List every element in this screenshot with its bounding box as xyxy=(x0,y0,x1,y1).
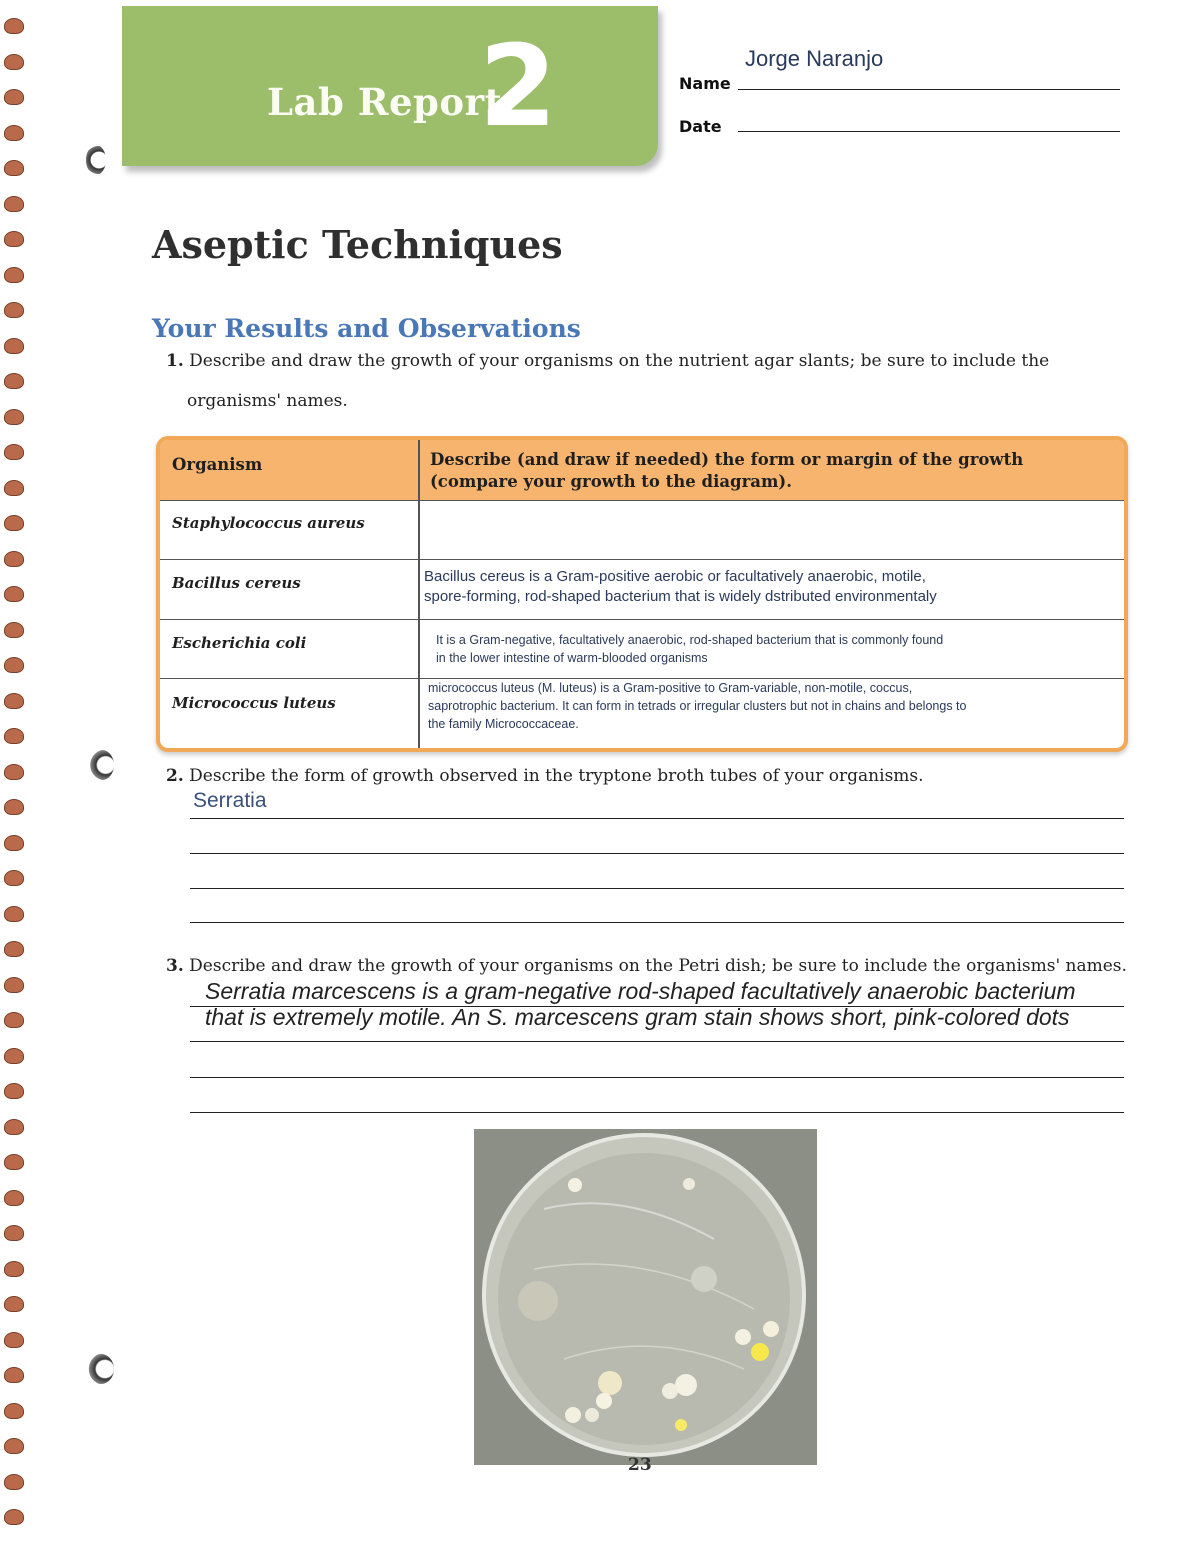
spiral-ring xyxy=(4,373,24,389)
answer-line xyxy=(190,888,1124,889)
spiral-ring xyxy=(4,409,24,425)
spiral-ring xyxy=(4,1261,24,1277)
question-3-answer-line1: Serratia marcescens is a gram-negative rod-shaped facultatively anaerobic bacterium xyxy=(205,978,1076,1004)
answer-line xyxy=(190,818,1124,819)
spiral-ring xyxy=(4,1403,24,1419)
spiral-ring xyxy=(4,941,24,957)
petri-dish-photo xyxy=(474,1129,817,1465)
description-line: saprotrophic bacterium. It can form in tetrads or irregular clusters but not in chains and belongs to xyxy=(428,699,967,713)
table-row-divider xyxy=(160,559,1124,560)
spiral-ring xyxy=(4,1154,24,1170)
binder-hole-top xyxy=(86,145,106,175)
section-title: Your Results and Observations xyxy=(152,314,581,343)
name-value: Jorge Naranjo xyxy=(745,46,884,71)
spiral-ring xyxy=(4,1332,24,1348)
organism-micrococcus-luteus: Micrococcus luteus xyxy=(172,694,336,712)
spiral-ring xyxy=(4,1048,24,1064)
spiral-ring xyxy=(4,444,24,460)
description-escherichia-coli xyxy=(436,631,943,667)
spiral-ring xyxy=(4,338,24,354)
question-3-text: Describe and draw the growth of your organisms on the Petri dish; be sure to include the organisms' names. xyxy=(189,956,1127,976)
spiral-ring xyxy=(4,480,24,496)
spiral-ring xyxy=(4,302,24,318)
spiral-ring xyxy=(4,728,24,744)
spiral-ring xyxy=(4,551,24,567)
spiral-ring xyxy=(4,764,24,780)
description-line: in the lower intestine of warm-blooded organisms xyxy=(436,651,708,665)
description-line: micrococcus luteus (M. luteus) is a Gram-positive to Gram-variable, non-motile, coccus, xyxy=(428,681,913,695)
answer-line xyxy=(190,1006,1124,1007)
table-header-description xyxy=(430,449,1023,493)
spiral-binding xyxy=(0,0,30,1553)
question-1 xyxy=(166,351,1049,371)
spiral-ring xyxy=(4,1438,24,1454)
spiral-ring xyxy=(4,586,24,602)
table-header-organism: Organism xyxy=(172,455,263,474)
question-1-continued: organisms' names. xyxy=(187,391,348,411)
name-label: Name xyxy=(679,74,731,93)
spiral-ring xyxy=(4,870,24,886)
spiral-ring xyxy=(4,160,24,176)
table-header-description-line1: Describe (and draw if needed) the form or margin of the growth xyxy=(430,450,1024,469)
spiral-ring xyxy=(4,89,24,105)
description-micrococcus-luteus xyxy=(428,679,966,733)
spiral-ring xyxy=(4,196,24,212)
binder-hole-bottom xyxy=(88,1354,114,1384)
table-row-divider xyxy=(160,619,1124,620)
spiral-ring xyxy=(4,1119,24,1135)
date-label: Date xyxy=(679,117,722,136)
question-1-number: 1. xyxy=(166,351,184,371)
description-bacillus-cereus xyxy=(424,567,937,607)
page-title: Aseptic Techniques xyxy=(152,222,563,267)
question-1-text: Describe and draw the growth of your organisms on the nutrient agar slants; be sure to include the xyxy=(189,351,1050,371)
question-3 xyxy=(166,956,1127,976)
date-line xyxy=(738,131,1120,132)
binder-hole-middle xyxy=(90,750,114,780)
table-row-divider xyxy=(160,500,1124,501)
description-line: the family Micrococcaceae. xyxy=(428,717,579,731)
spiral-ring xyxy=(4,657,24,673)
spiral-ring xyxy=(4,125,24,141)
spiral-ring xyxy=(4,54,24,70)
spiral-ring xyxy=(4,267,24,283)
question-2-answer: Serratia xyxy=(193,789,267,812)
question-2 xyxy=(166,766,924,786)
spiral-ring xyxy=(4,1225,24,1241)
spiral-ring xyxy=(4,622,24,638)
spiral-ring xyxy=(4,1083,24,1099)
name-line xyxy=(738,89,1120,90)
question-2-text: Describe the form of growth observed in the tryptone broth tubes of your organisms. xyxy=(189,766,924,786)
spiral-ring xyxy=(4,906,24,922)
spiral-ring xyxy=(4,231,24,247)
spiral-ring xyxy=(4,1509,24,1525)
question-3-number: 3. xyxy=(166,956,184,976)
spiral-ring xyxy=(4,1012,24,1028)
organism-escherichia-coli: Escherichia coli xyxy=(172,634,307,652)
organism-bacillus-cereus: Bacillus cereus xyxy=(172,574,301,592)
spiral-ring xyxy=(4,977,24,993)
organism-table xyxy=(156,436,1128,752)
answer-line xyxy=(190,922,1124,923)
banner-number: 2 xyxy=(479,22,557,152)
spiral-ring xyxy=(4,515,24,531)
description-line: Bacillus cereus is a Gram-positive aerobic or facultatively anaerobic, motile, xyxy=(424,568,926,585)
table-header-description-line2: (compare your growth to the diagram). xyxy=(430,472,792,491)
organism-staphylococcus-aureus: Staphylococcus aureus xyxy=(172,514,365,532)
spiral-ring xyxy=(4,1296,24,1312)
answer-line xyxy=(190,853,1124,854)
question-3-answer-line2: that is extremely motile. An S. marcescens gram stain shows short, pink-colored dots xyxy=(205,1004,1070,1030)
spiral-ring xyxy=(4,693,24,709)
spiral-ring xyxy=(4,18,24,34)
spiral-ring xyxy=(4,1367,24,1383)
description-line: spore-forming, rod-shaped bacterium that is widely dstributed environmentaly xyxy=(424,588,937,605)
spiral-ring xyxy=(4,799,24,815)
answer-line xyxy=(190,1041,1124,1042)
description-line: It is a Gram-negative, facultatively anaerobic, rod-shaped bacterium that is commonly found xyxy=(436,633,944,647)
page-number: 23 xyxy=(628,1455,652,1475)
spiral-ring xyxy=(4,1190,24,1206)
table-column-divider xyxy=(418,440,420,748)
spiral-ring xyxy=(4,1474,24,1490)
question-2-number: 2. xyxy=(166,766,184,786)
lab-report-banner xyxy=(122,6,658,166)
answer-line xyxy=(190,1112,1124,1113)
banner-title: Lab Report xyxy=(267,80,503,124)
answer-line xyxy=(190,1077,1124,1078)
spiral-ring xyxy=(4,835,24,851)
